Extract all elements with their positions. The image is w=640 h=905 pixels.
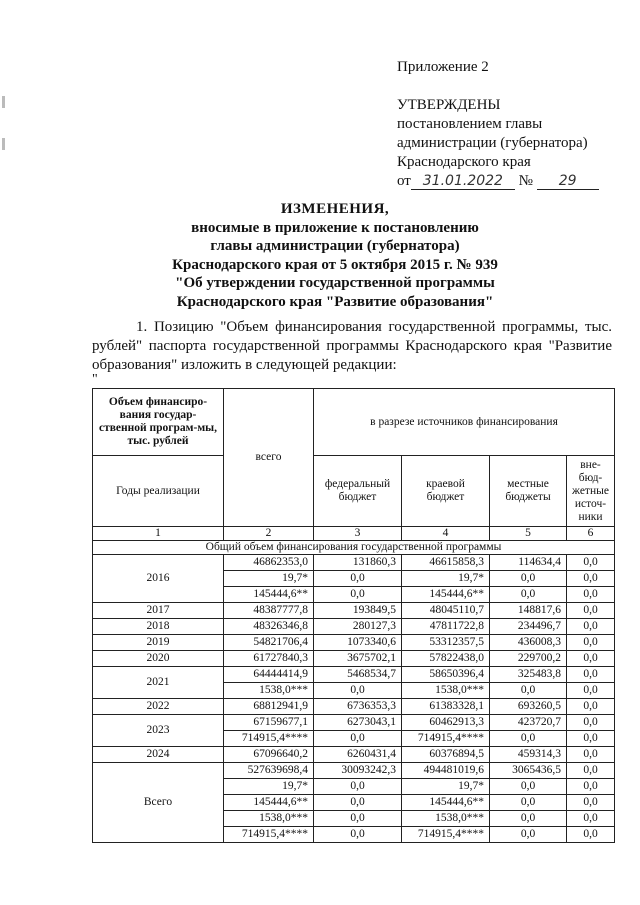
table-cell: 0,0 [567,667,615,683]
title-line: Краснодарского края "Развитие образования" [176,293,494,310]
table-cell: 0,0 [490,571,567,587]
table-cell: 0,0 [567,763,615,779]
approved-label: УТВЕРЖДЕНЫ [397,97,501,113]
table-cell: 714915,4**** [224,731,314,747]
approval-block [397,58,627,191]
table-cell: 0,0 [567,555,615,571]
table-cell: 68812941,9 [224,699,314,715]
table-cell: 19,7* [402,779,490,795]
from-label: от [397,173,411,189]
table-cell: 0,0 [314,587,402,603]
body-paragraph [92,318,612,375]
scan-margin-mark [2,96,5,108]
row-label: 2020 [93,651,224,667]
table-cell: 0,0 [567,571,615,587]
table-cell: 0,0 [314,683,402,699]
header-federal: федеральный бюджет [314,456,402,527]
table-cell: 145444,6** [402,587,490,603]
table-cell: 61727840,3 [224,651,314,667]
table-row [93,699,615,715]
table-cell: 0,0 [567,699,615,715]
table-cell: 0,0 [314,827,402,843]
title-main: ИЗМЕНЕНИЯ, [280,201,390,217]
table-row [93,763,615,779]
table-cell: 0,0 [490,731,567,747]
row-label: Всего [93,763,224,843]
table-cell: 54821706,4 [224,635,314,651]
table-cell: 0,0 [490,827,567,843]
header-by-source: в разрезе источников финансирования [314,389,615,456]
table-cell: 1538,0*** [224,811,314,827]
table-cell: 693260,5 [490,699,567,715]
table-cell: 494481019,6 [402,763,490,779]
title-line: главы администрации (губернатора) [210,238,460,254]
table-cell: 145444,6** [224,795,314,811]
table-cell: 325483,8 [490,667,567,683]
table-cell: 30093242,3 [314,763,402,779]
table-cell: 1538,0*** [224,683,314,699]
table-cell: 1538,0*** [402,683,490,699]
header-volume: Объем финансиро-вания государ-ственной програм-мы, тыс. рублей [93,389,224,456]
approval-line: постановлением главы [397,116,543,132]
table-cell: 0,0 [314,811,402,827]
title-line: вносимые в приложение к постановлению [191,219,479,236]
table-cell: 19,7* [402,571,490,587]
table-cell: 0,0 [567,747,615,763]
table-cell: 67096640,2 [224,747,314,763]
table-cell: 6260431,4 [314,747,402,763]
table-cell: 0,0 [567,827,615,843]
header-local: местные бюджеты [490,456,567,527]
table-cell: 0,0 [490,779,567,795]
table-cell: 0,0 [314,779,402,795]
table-row [93,651,615,667]
col-number: 5 [490,527,567,541]
row-label: 2022 [93,699,224,715]
table-cell: 53312357,5 [402,635,490,651]
table-cell: 145444,6** [224,587,314,603]
table-cell: 60376894,5 [402,747,490,763]
table-row [93,715,615,731]
col-number: 6 [567,527,615,541]
table-cell: 527639698,4 [224,763,314,779]
table-cell: 114634,4 [490,555,567,571]
table-cell: 0,0 [567,683,615,699]
section-title: Общий объем финансирования государственной программы [93,541,615,555]
title-line: "Об утверждении государственной программы [175,275,495,291]
table-cell: 0,0 [567,811,615,827]
row-label: 2021 [93,667,224,699]
table-cell: 0,0 [490,795,567,811]
table-cell: 193849,5 [314,603,402,619]
table-cell: 0,0 [567,715,615,731]
table-cell: 0,0 [490,587,567,603]
col-number: 2 [224,527,314,541]
table-cell: 19,7* [224,779,314,795]
col-number: 1 [93,527,224,541]
table-cell: 148817,6 [490,603,567,619]
table-cell: 145444,6** [402,795,490,811]
title-line: Краснодарского края от 5 октября 2015 г. № 939 [172,256,498,273]
table-cell: 0,0 [567,651,615,667]
table-cell: 6273043,1 [314,715,402,731]
table-cell: 64444414,9 [224,667,314,683]
header-regional: краевой бюджет [402,456,490,527]
table-row [93,603,615,619]
table-cell: 0,0 [567,619,615,635]
table-cell: 714915,4**** [402,731,490,747]
table-cell: 57822438,0 [402,651,490,667]
table-cell: 46862353,0 [224,555,314,571]
header-total: всего [224,389,314,527]
table-cell: 3065436,5 [490,763,567,779]
financing-table [92,388,615,843]
col-number: 4 [402,527,490,541]
row-label: 2019 [93,635,224,651]
table-cell: 0,0 [567,603,615,619]
row-label: 2018 [93,619,224,635]
table-cell: 0,0 [314,795,402,811]
table-row [93,635,615,651]
table-cell: 436008,3 [490,635,567,651]
row-label: 2016 [93,555,224,603]
table-cell: 459314,3 [490,747,567,763]
approval-line: администрации (губернатора) [397,135,588,151]
handwritten-date: 31.01.2022 [411,174,515,190]
table-cell: 60462913,3 [402,715,490,731]
table-cell: 1538,0*** [402,811,490,827]
table-cell: 48045110,7 [402,603,490,619]
table-cell: 0,0 [567,779,615,795]
table-cell: 0,0 [490,811,567,827]
table-cell: 46615858,3 [402,555,490,571]
table-cell: 714915,4**** [402,827,490,843]
row-label: 2024 [93,747,224,763]
table-row [93,667,615,683]
table-cell: 0,0 [567,587,615,603]
table-row [93,555,615,571]
table-cell: 423720,7 [490,715,567,731]
scan-margin-mark [2,138,5,150]
table-cell: 0,0 [314,571,402,587]
table-row [93,747,615,763]
date-number-line [397,172,627,191]
row-label: 2017 [93,603,224,619]
table-cell: 0,0 [567,731,615,747]
table-cell: 67159677,1 [224,715,314,731]
document-title [130,200,540,311]
table-cell: 19,7* [224,571,314,587]
header-years: Годы реализации [93,456,224,527]
col-number: 3 [314,527,402,541]
table-cell: 48387777,8 [224,603,314,619]
table-cell: 714915,4**** [224,827,314,843]
table-cell: 0,0 [314,731,402,747]
table-row [93,619,615,635]
annex-label: Приложение 2 [397,59,489,75]
table-cell: 280127,3 [314,619,402,635]
header-extra: вне-бюд-жетные источ-ники [567,456,615,527]
row-label: 2023 [93,715,224,747]
table-cell: 229700,2 [490,651,567,667]
opening-quote: " [92,372,98,387]
table-cell: 0,0 [567,795,615,811]
table-cell: 58650396,4 [402,667,490,683]
table-cell: 234496,7 [490,619,567,635]
table-cell: 6736353,3 [314,699,402,715]
table-cell: 61383328,1 [402,699,490,715]
handwritten-number: 29 [537,174,599,190]
paragraph-text: 1. Позицию "Объем финансирования государственной программы, тыс. рублей" паспорта государственной программы Краснодарского края "Развитие образования" изложить в следующей редакции: [92,319,612,373]
table-cell: 3675702,1 [314,651,402,667]
table-cell: 1073340,6 [314,635,402,651]
approval-line: Краснодарского края [397,154,531,170]
table-cell: 0,0 [567,635,615,651]
number-label: № [518,173,533,189]
table-cell: 47811722,8 [402,619,490,635]
table-cell: 5468534,7 [314,667,402,683]
table-cell: 0,0 [490,683,567,699]
table-cell: 131860,3 [314,555,402,571]
table-cell: 48326346,8 [224,619,314,635]
